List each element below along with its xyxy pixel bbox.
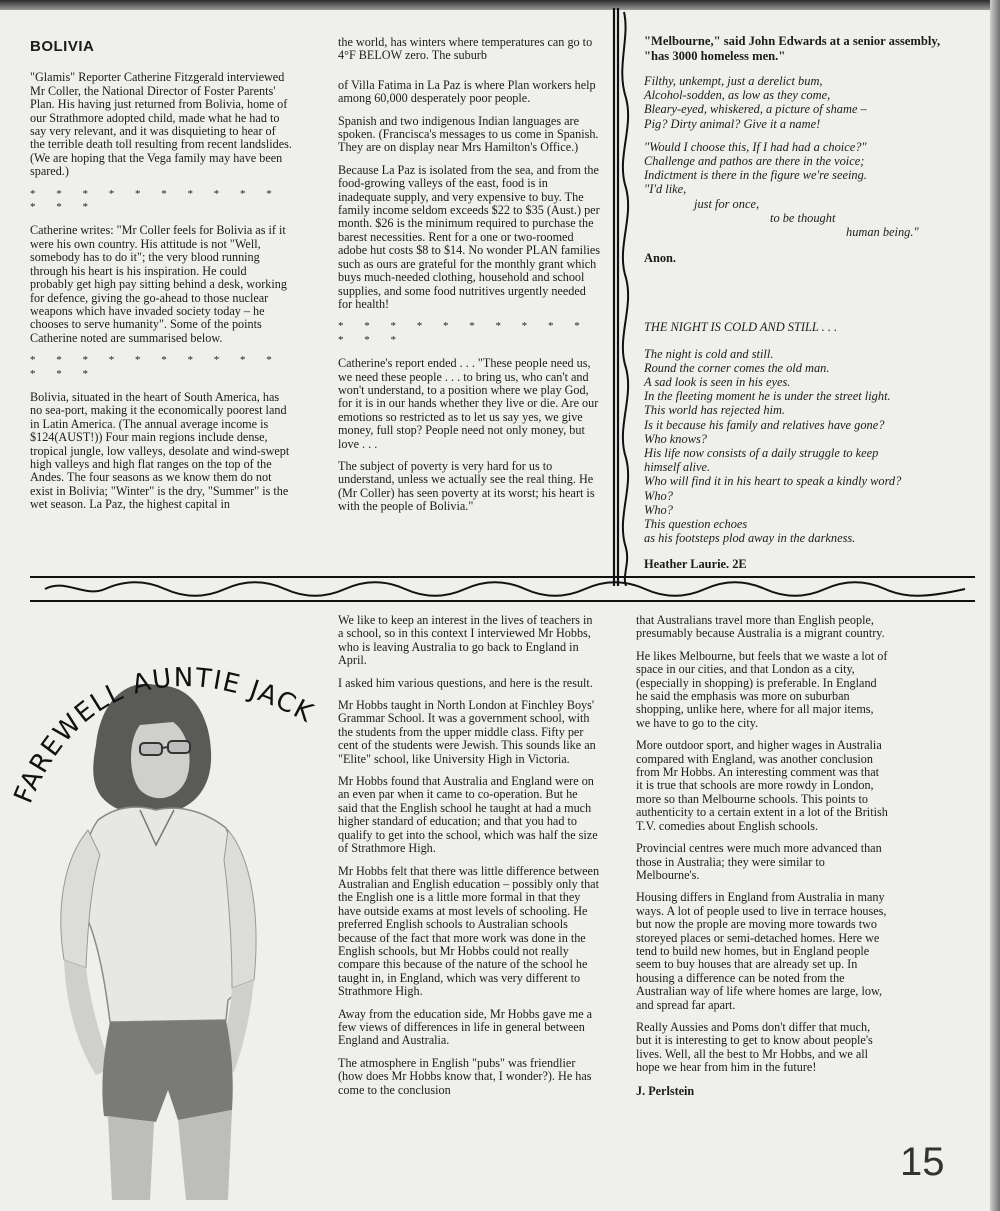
poem-line: In the fleeting moment he is under the street light. bbox=[644, 389, 891, 404]
poem-title: THE NIGHT IS COLD AND STILL . . . bbox=[644, 320, 838, 335]
poem-line: The night is cold and still. bbox=[644, 346, 774, 361]
poem-line: as his footsteps plod away in the darkness. bbox=[644, 531, 856, 546]
farewell-headline bbox=[0, 610, 340, 830]
poem-line: just for once, bbox=[694, 196, 760, 211]
farewell-paragraph: The atmosphere in English "pubs" was friendlier (how does Mr Hobbs know that, I wonder?). He has come to the conclusion bbox=[338, 1055, 592, 1097]
farewell-paragraph: Really Aussies and Poms don't differ that much, but it is interesting to get to know about people's lives. Well, all the best to Mr Hobbs, and we all hope we hear from him in the future! bbox=[636, 1019, 873, 1075]
poem-line: Round the corner comes the old man. bbox=[644, 360, 830, 375]
poem-line: Alcohol-sodden, as low as they come, bbox=[644, 88, 831, 103]
bolivia-paragraph: Bolivia, situated in the heart of South America, has no sea-port, making it the economically poorest land in Latin America. (The annual average income is $124(AUST!)) Four main regions include dense, tropical jungle, low valleys, desolate and wind-swept high valleys and high flat ranges on the top of the Andes. The four seasons as we know them do not exist in Bolivia; "Winter" is the dry, "Summer" is the wet season. La Paz, the highest capital in bbox=[30, 389, 290, 512]
farewell-paragraph: He likes Melbourne, but feels that we waste a lot of space in our cities, and that London as a city, (especially in shopping) is preferable. In England he said the emphasis was more on suburban shopping, unlike here, where for all major items, we have to go to the city. bbox=[636, 648, 888, 730]
poem-line: His life now consists of a daily struggle to keep bbox=[644, 446, 879, 461]
farewell-paragraph: Provincial centres were much more advanced than those in Australia; they were similar to Melbourne's. bbox=[636, 841, 882, 882]
poem-line: Who? bbox=[644, 502, 673, 517]
farewell-paragraph: Away from the education side, Mr Hobbs gave me a few views of differences in life in general between England and Australia. bbox=[338, 1006, 593, 1048]
bolivia-column-1 bbox=[30, 40, 292, 521]
bolivia-paragraph: "Glamis" Reporter Catherine Fitzgerald interviewed Mr Coller, the National Director of Foster Parents' Plan. His having just returned from Bolivia, home of our Strathmore adopted child, made what he had to say very relevant, and it was disquieting to hear of the terrible death toll resulting from recent landslides. (We are hoping that the Vega family may have been spared.) bbox=[30, 70, 292, 179]
poem-line: Bleary-eyed, whiskered, a picture of shame – bbox=[644, 102, 867, 117]
farewell-paragraph: We like to keep an interest in the lives of teachers in a school, so in this context I interviewed Mr Hobbs, who is leaving Australia to go back to England in April. bbox=[338, 613, 593, 668]
farewell-paragraph: Mr Hobbs felt that there was little difference between Australian and English education – possibly only that the English one is a little more formal in that they have outside exams at most levels of schooling. He preferred English schools to Australian schools because of the fact that more work was done in the English schools, but Mr Hobbs could not really compare this because of the nature of the school he taught in, in England, which was very different to Strathmore High. bbox=[338, 863, 600, 999]
poem-line: This question echoes bbox=[644, 517, 748, 532]
star-divider: * * * * * * * * * * * * * bbox=[30, 354, 281, 380]
poem-author: Anon. bbox=[644, 251, 677, 266]
poem-line: to be thought bbox=[770, 210, 836, 225]
farewell-paragraph: I asked him various questions, and here is the result. bbox=[338, 675, 593, 690]
poem-line: Pig? Dirty animal? Give it a name! bbox=[644, 116, 821, 131]
poem-line: Who? bbox=[644, 488, 673, 503]
farewell-paragraph: Mr Hobbs taught in North London at Finchley Boys' Grammar School. It was a government school, with the students from the upper middle class. Fifty per cent of the students were Jewish. This sounds like an "Elite" school, like University High in Victoria. bbox=[338, 698, 596, 766]
poem-line: Challenge and pathos are there in the voice; bbox=[644, 154, 865, 169]
star-divider: * * * * * * * * * * * * * bbox=[338, 320, 589, 346]
poem-line: human being." bbox=[846, 225, 919, 240]
farewell-paragraph: More outdoor sport, and higher wages in Australia compared with England, was another conclusion from Mr Hobbs. An interesting comment was that it is true that schools are more rowdy in London, more so than Melbourne schools. This points to authenticity to a certain extent in a lot of the British T.V. comedies about English schools. bbox=[636, 738, 888, 833]
poem-line: himself alive. bbox=[644, 460, 711, 475]
farewell-title: FAREWELL AUNTIE JACK bbox=[8, 663, 319, 808]
poem-line: A sad look is seen in his eyes. bbox=[644, 375, 791, 390]
bolivia-column-2 bbox=[338, 36, 600, 523]
poem-line: Indictment is there in the figure we're seeing. bbox=[644, 168, 867, 183]
farewell-column-2 bbox=[636, 614, 888, 1098]
column-divider-squiggle bbox=[604, 8, 634, 586]
page-right-edge bbox=[990, 0, 1000, 1211]
star-divider: * * * * * * * * * * * * * bbox=[30, 187, 281, 214]
page-top-edge bbox=[0, 0, 1000, 10]
farewell-paragraph: Mr Hobbs found that Australia and England were on an even par when it came to co-operation. But he said that the English school he taught at had a much higher standard of education; and that you had to qualify to get into the school, which was half the size of Strathmore High. bbox=[338, 774, 598, 856]
poem-line: Who will find it in his heart to speak a kindly word? bbox=[644, 474, 902, 489]
farewell-author: J. Perlstein bbox=[636, 1083, 695, 1098]
poem-author: Heather Laurie. 2E bbox=[644, 557, 747, 572]
bolivia-paragraph: of Villa Fatima in La Paz is where Plan workers help among 60,000 desperately poor people. bbox=[338, 77, 596, 106]
bolivia-paragraph: Spanish and two indigenous Indian languages are spoken. (Francisca's messages to us come in Spanish. They are on display near Mrs Hamilton's Office.) bbox=[338, 113, 599, 155]
farewell-column-1 bbox=[338, 614, 600, 1106]
svg-text:FAREWELL AUNTIE JACK bbox=[9, 663, 319, 808]
bolivia-paragraph: The subject of poverty is very hard for us to understand, unless we actually see the real thing. He (Mr Coller) has seen poverty at its worst; his heart is with the people of Bolivia." bbox=[338, 458, 595, 514]
section-divider-wave bbox=[30, 570, 975, 606]
page-number: 15 bbox=[900, 1140, 945, 1184]
poem-column bbox=[644, 34, 954, 572]
poem-line: Is it because his family and relatives have gone? bbox=[644, 417, 885, 432]
poem-line: This world has rejected him. bbox=[644, 403, 785, 418]
bolivia-paragraph: the world, has winters where temperatures can go to 4°F BELOW zero. The suburb bbox=[338, 35, 593, 63]
poem-line: Filthy, unkempt, just a derelict bum, bbox=[644, 74, 823, 88]
farewell-paragraph: Housing differs in England from Australia in many ways. A lot of people used to live in terrace houses, but now the prople are moving more towards two storeyed places or semi-detached homes. Here we tend to build new homes, but in England people seem to buy houses that are already set up. In housing a difference can be noted from the Australian way of life where homes are large, low, and spread far apart. bbox=[636, 890, 887, 1012]
poem-line: "I'd like, bbox=[644, 182, 687, 197]
poem-heading: "Melbourne," said John Edwards at a senior assembly, "has 3000 homeless men." bbox=[644, 34, 941, 63]
farewell-paragraph: that Australians travel more than English people, presumably because Australia is a migrant country. bbox=[636, 613, 885, 641]
bolivia-paragraph: Because La Paz is isolated from the sea, and from the food-growing valleys of the east, food is in inadequate supply, and very expensive to buy. The family income seldom exceeds $22 to $35 (Aust.) per month. $26 is the minimum required to purchase the barest necessities. Rent for a one or two-roomed adobe hut costs $8 to $14. No wonder PLAN families such as ours are grateful for the monthly grant which buys much-needed clothing, household and school supplies, and some food nutritives urgently needed for health! bbox=[338, 162, 600, 311]
bolivia-title: BOLIVIA bbox=[30, 38, 95, 55]
poem-line: Who knows? bbox=[644, 431, 707, 446]
bolivia-paragraph: Catherine's report ended . . . "These people need us, we need these people . . . to bring us, who can't and won't understand, to a position where we play God, for it is in our hands whether they live or die. Are our emotions so restricted as to let us say yes, we give money, full stop? People need not only money, but love . . . bbox=[338, 356, 599, 451]
poem-line: "Would I choose this, If I had had a choice?" bbox=[644, 139, 867, 154]
bolivia-paragraph: Catherine writes: "Mr Coller feels for Bolivia as if it were his own country. His attitude is not "Well, somebody has to do it"; the very blood running through his heart is his inspiration. He could probably get high pay sitting behind a desk, working for defence, giving the go-ahead to those nuclear weapons which have invaded society today – he chooses to serve humanity". Some of the points Catherine noted are summarised below. bbox=[30, 223, 287, 345]
